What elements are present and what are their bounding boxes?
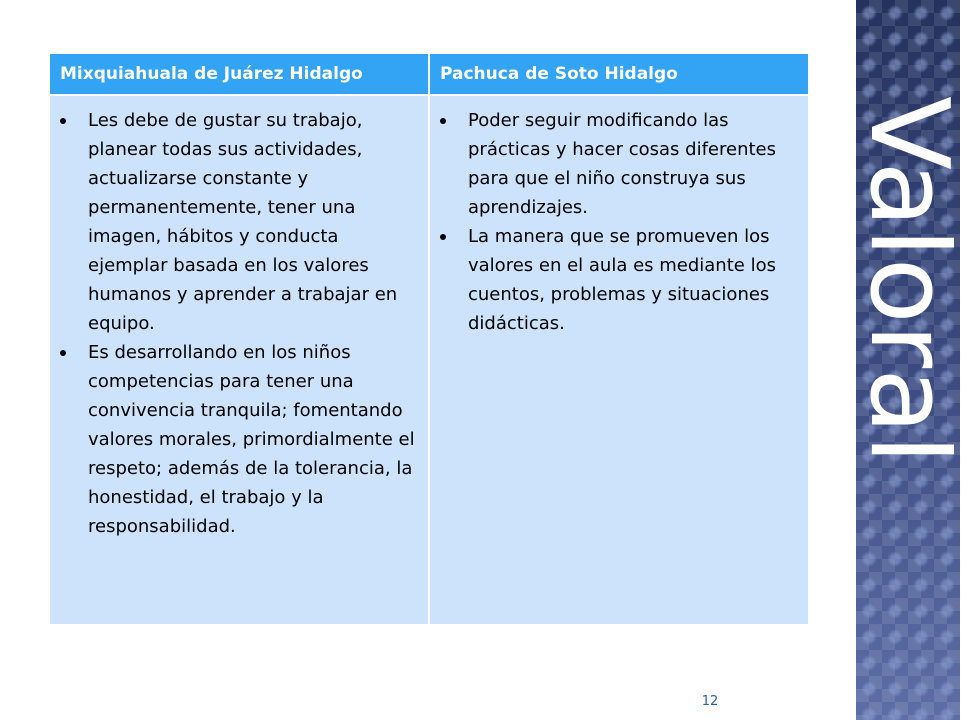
bullet-icon (440, 234, 446, 240)
list-item (436, 222, 800, 338)
bullet-list (436, 106, 800, 338)
table-cell-mixquiahuala (50, 96, 428, 624)
table-cell-pachuca (430, 96, 808, 624)
comparison-table (50, 54, 808, 624)
list-item (56, 106, 420, 338)
list-item-text: Les debe de gustar su trabajo, planear todas sus actividades, actualizarse constante y permanentemente, tener una imagen, hábitos y conducta ejemplar basada en los valores humanos y aprender a trabajar en equipo. (88, 110, 398, 334)
bullet-icon (440, 118, 446, 124)
bullet-icon (60, 350, 66, 356)
list-item-text: Poder seguir modificando las prácticas y hacer cosas diferentes para que el niño construya sus aprendizajes. (468, 110, 776, 218)
table-header-mixquiahuala: Mixquiahuala de Juárez Hidalgo (50, 54, 428, 94)
page-number: 12 (701, 694, 719, 709)
list-item-text: Es desarrollando en los niños competencias para tener una convivencia tranquila; fomentando valores morales, primordialmente el respeto; además de la tolerancia, la honestidad, el trabajo y la responsabilidad. (88, 342, 415, 537)
side-title-panel (846, 0, 971, 720)
table-header-pachuca: Pachuca de Soto Hidalgo (430, 54, 808, 94)
bullet-list (56, 106, 420, 541)
list-item (56, 338, 420, 541)
list-item (436, 106, 800, 222)
bullet-icon (60, 118, 66, 124)
slide-title: Valoral (846, 96, 971, 465)
list-item-text: La manera que se promueven los valores en el aula es mediante los cuentos, problemas y situaciones didácticas. (468, 226, 776, 334)
